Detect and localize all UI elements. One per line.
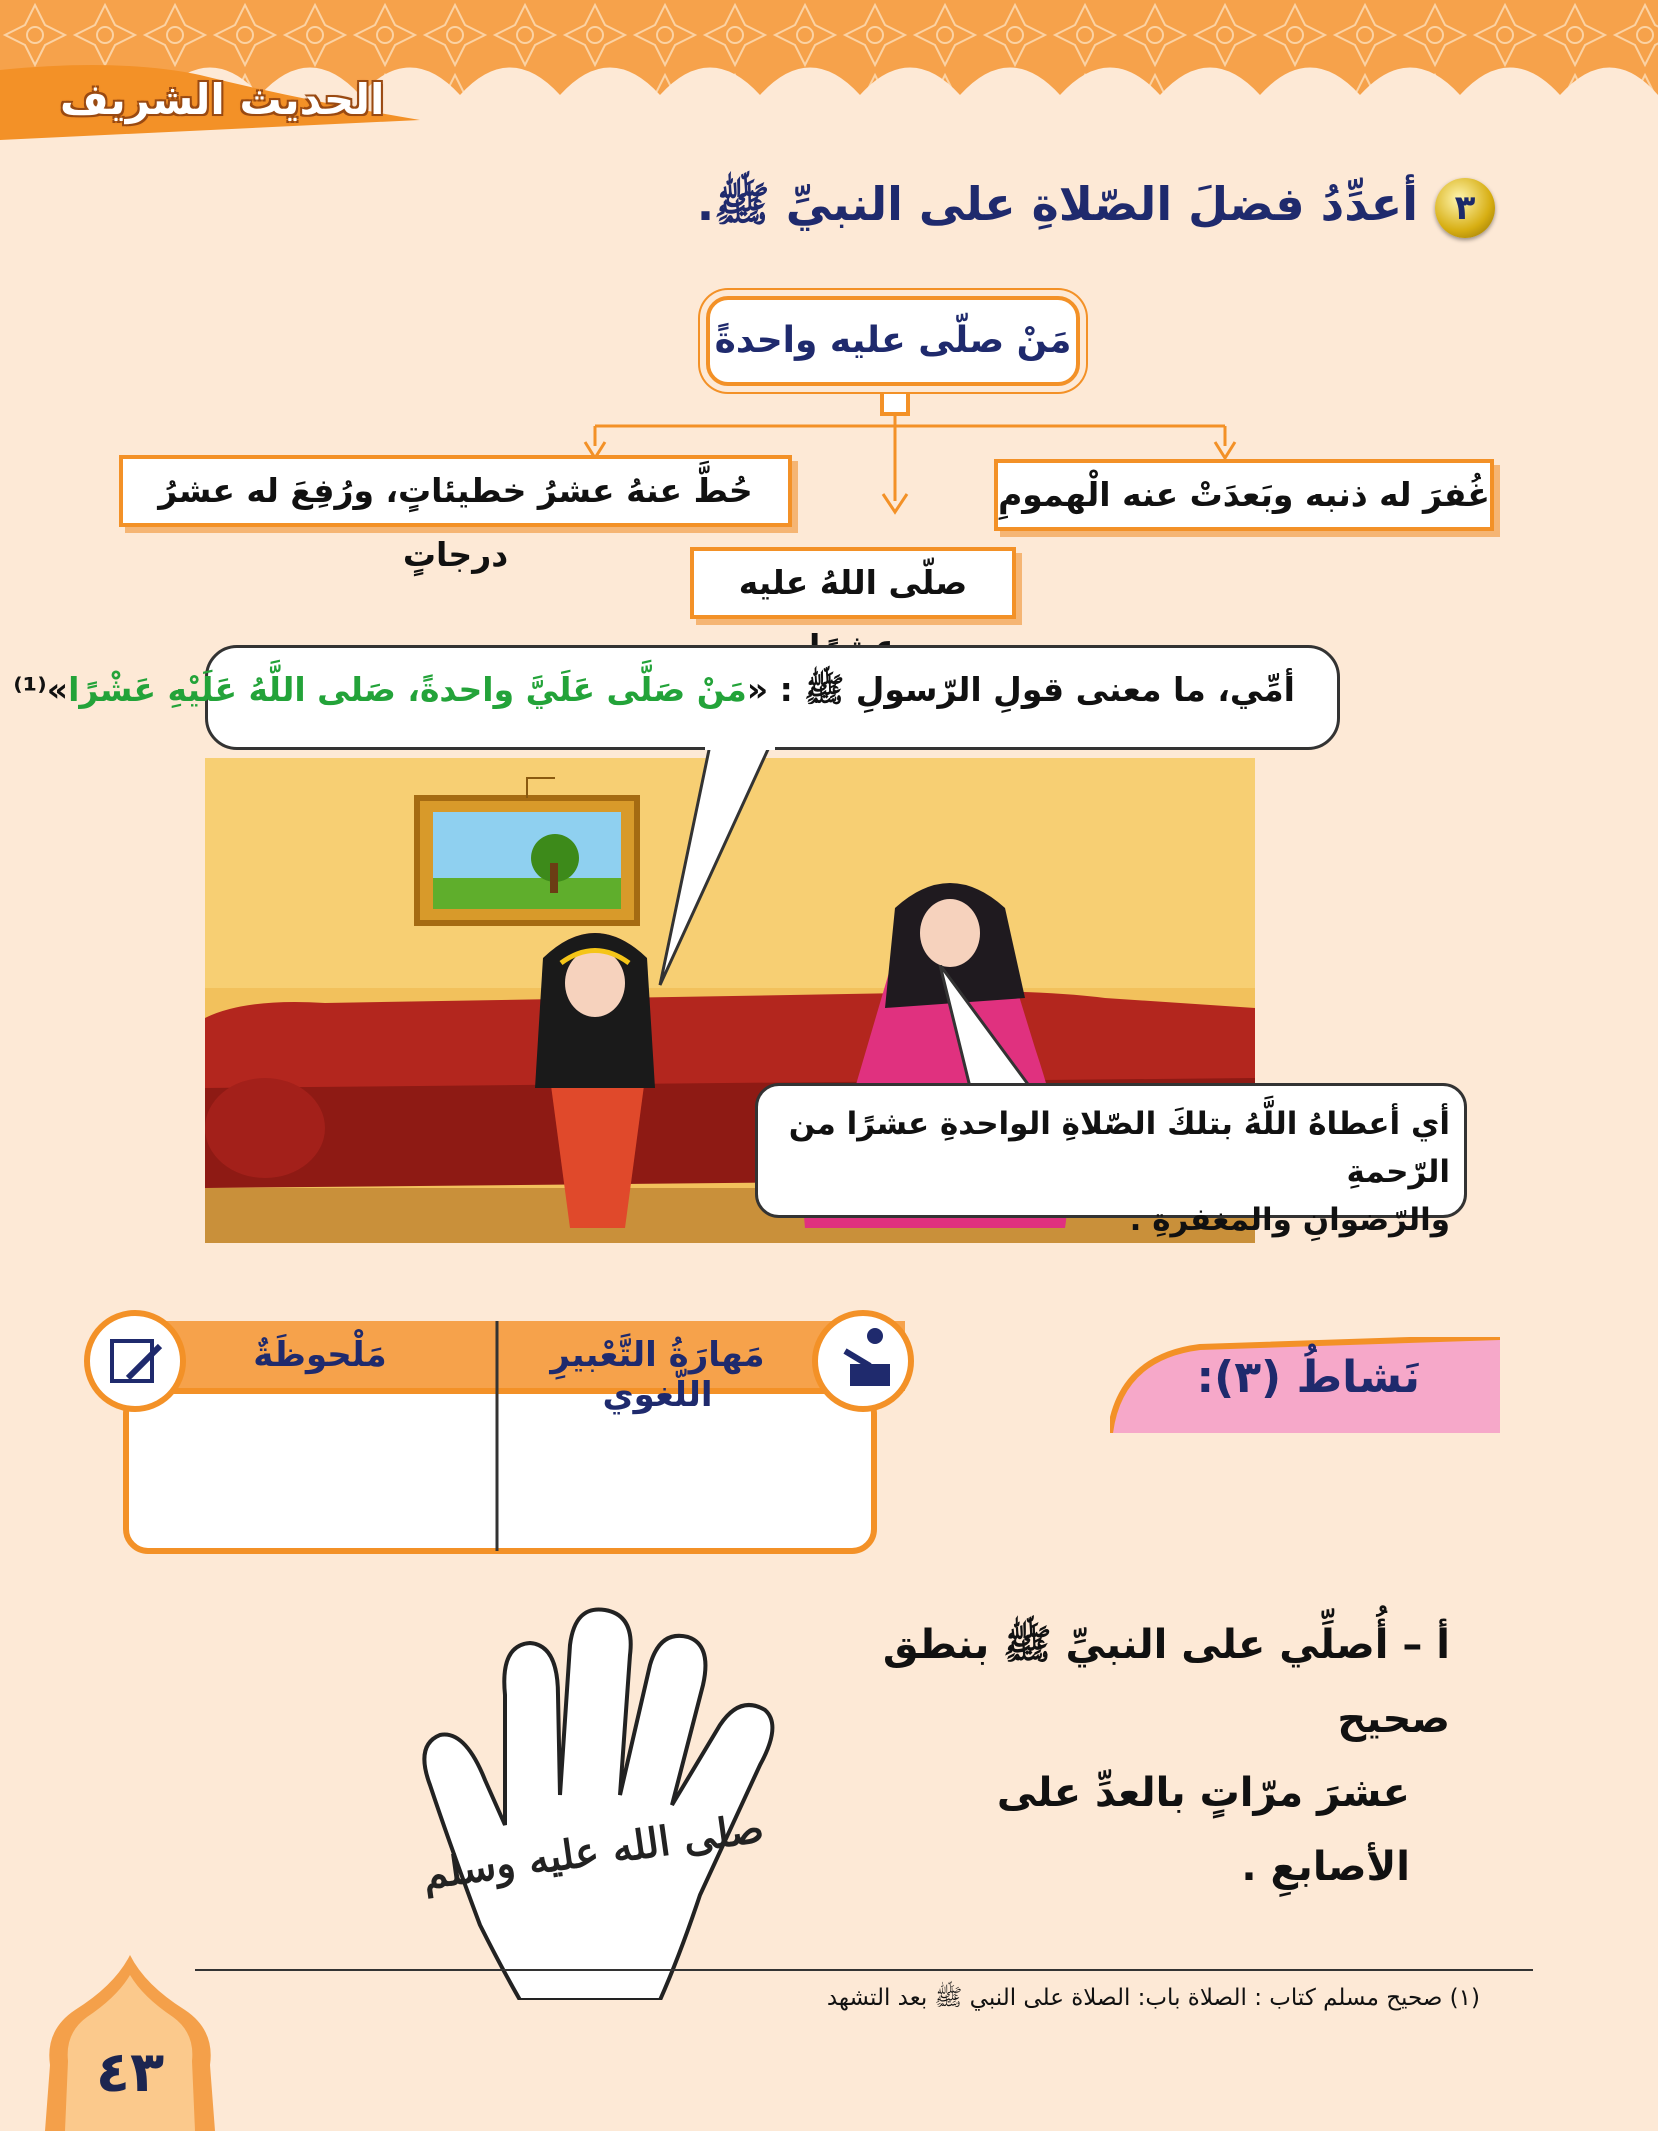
footnote: (١) صحيح مسلم كتاب : الصلاة باب: الصلاة على النبي ﷺ بعد التشهد	[826, 1985, 1480, 2011]
girl-bubble-tail	[650, 745, 790, 990]
footnote-divider	[195, 1969, 1533, 1971]
mother-bubble-tail	[930, 965, 1040, 1090]
mother-answer-line1: أي أعطاهُ اللَّهُ بتلكَ الصّلاةِ الواحدةِ عشرًا من الرّحمةِ	[788, 1106, 1450, 1190]
mother-answer	[780, 1100, 1450, 1244]
concept-branch-ranks: حُطَّ عنهُ عشرُ خطيئاتٍ، ورُفِعَ له عشرُ درجاتٍ	[119, 455, 792, 527]
hand-calligraphy-icon	[410, 1605, 870, 2000]
girl-question-suffix: »⁽¹⁾	[13, 670, 69, 709]
concept-root-box	[706, 296, 1080, 386]
note-column-header: مَلْحوظَةٌ	[253, 1335, 387, 1375]
hand-calligraphy-text: صلى الله عليه وسلم	[419, 1804, 767, 1899]
step-number-badge: ٣	[1435, 178, 1495, 238]
skill-answer-cell[interactable]	[500, 1395, 865, 1545]
lesson-heading: أعدِّدُ فضلَ الصّلاةِ على النبيِّ ﷺ.	[696, 177, 1418, 231]
hadith-quote: مَنْ صَلَّى عَلَيَّ واحدةً، صَلى اللَّهُ عَلَيْهِ عَشْرًا	[68, 670, 747, 709]
task-line2: عشرَ مرّاتٍ بالعدِّ على الأصابعِ .	[996, 1770, 1410, 1890]
task-line1: أ – أُصلِّي على النبيِّ ﷺ بنطق صحيح	[882, 1622, 1450, 1742]
activity-task	[880, 1608, 1450, 1904]
girl-question-prefix: أمِّي، ما معنى قولِ الرّسولِ ﷺ : «	[746, 670, 1295, 709]
concept-branch-forgiveness: غُفرَ له ذنبه وبَعدَتْ عنه الْهمومِ	[994, 459, 1494, 531]
activity-label: نَشاطُ (٣):	[1196, 1352, 1420, 1403]
concept-root-text: مَنْ صلّى عليه واحدةً	[714, 320, 1072, 361]
mother-answer-line2: والرّضوانِ والمغفرةِ .	[1129, 1202, 1450, 1238]
page-number: ٤٣	[95, 2040, 165, 2105]
skill-column-header: مَهارَةُ التَّعْبيرِ اللّغوي	[550, 1335, 765, 1415]
concept-branch-blessings: صلّى اللهُ عليه	[690, 547, 1016, 619]
note-answer-cell[interactable]	[130, 1395, 495, 1545]
girl-question	[13, 670, 1295, 718]
section-title: الحديث الشريف	[60, 75, 385, 124]
